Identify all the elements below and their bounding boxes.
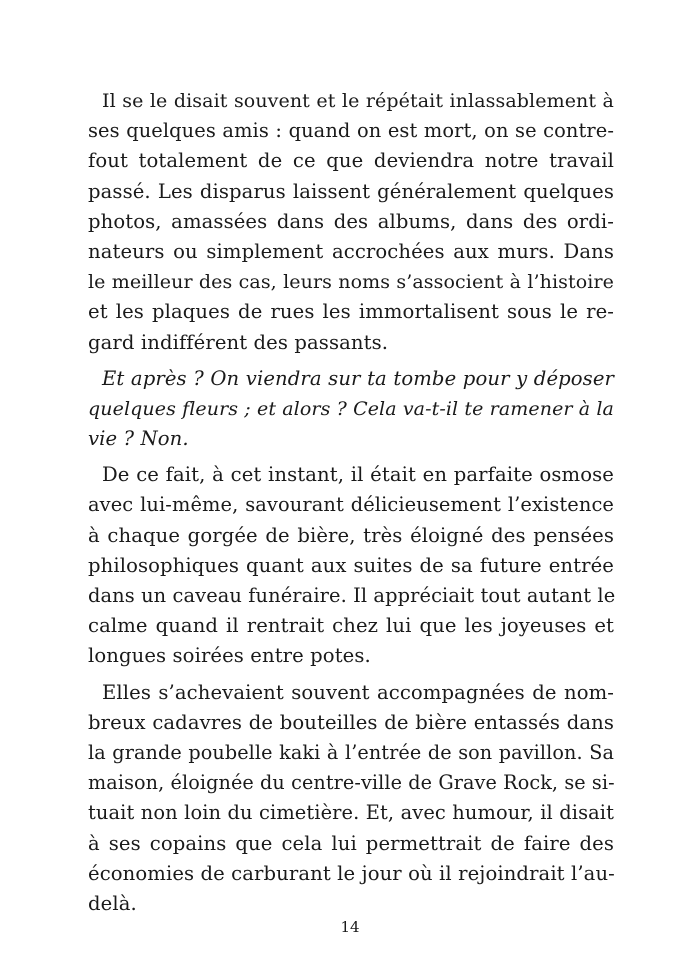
text-line: calme quand il rentrait chez lui que les joyeuses et xyxy=(88,614,614,638)
text-line: ses quelques amis : quand on est mort, on se contre- xyxy=(88,119,614,143)
text-line: passé. Les disparus laissent généralement quelques xyxy=(88,179,614,203)
text-line: à chaque gorgée de bière, très éloigné des pensées xyxy=(88,523,614,547)
text-line: dans un caveau funéraire. Il appréciait tout autant le xyxy=(88,584,616,607)
text-line: longues soirées entre potes. xyxy=(88,644,371,668)
text-line: tuait non loin du cimetière. Et, avec humour, il disait xyxy=(88,801,614,825)
text-line: fout totalement de ce que deviendra notre travail xyxy=(88,149,614,173)
text-line: breux cadavres de bouteilles de bière entassés dans xyxy=(88,710,614,734)
text-line: Il se le disait souvent et le répétait inlassablement à xyxy=(102,90,614,112)
text-line: quelques fleurs ; et alors ? Cela va-t-il te ramener à la xyxy=(88,397,614,420)
page-number: 14 xyxy=(340,918,360,936)
paragraph-4 xyxy=(88,678,614,920)
text-line: avec lui-même, savourant délicieusement l’existence xyxy=(88,493,614,517)
text-line: et les plaques de rues les immortalisent sous le re- xyxy=(88,300,614,324)
text-line: à ses copains que cela lui permettrait de faire des xyxy=(88,831,614,855)
text-line: le meilleur des cas, leurs noms s’associent à l’histoire xyxy=(88,271,614,294)
paragraph-2-italic xyxy=(88,364,614,455)
text-line: De ce fait, à cet instant, il était en parfaite osmose xyxy=(102,463,614,487)
paragraph-1 xyxy=(88,86,614,358)
text-line: économies de carburant le jour où il rejoindrait l’au- xyxy=(88,861,615,885)
text-line: photos, amassées dans des albums, dans des ordi- xyxy=(88,209,614,233)
text-line: Elles s’achevaient souvent accompagnées de nom- xyxy=(102,680,614,704)
text-line: maison, éloignée du centre-ville de Grave Rock, se si- xyxy=(88,771,615,795)
paragraph-3 xyxy=(88,460,614,671)
text-line: gard indifférent des passants. xyxy=(88,330,389,354)
text-line: la grande poubelle kaki à l’entrée de son pavillon. Sa xyxy=(88,740,614,764)
page-body xyxy=(88,86,614,925)
text-line: Et après ? On viendra sur ta tombe pour y déposer xyxy=(102,366,614,390)
text-line: philosophiques quant aux suites de sa future entrée xyxy=(88,553,614,577)
text-line: delà. xyxy=(88,891,137,915)
text-line: nateurs ou simplement accrochées aux murs. Dans xyxy=(88,239,614,263)
text-line: vie ? Non. xyxy=(88,427,189,451)
